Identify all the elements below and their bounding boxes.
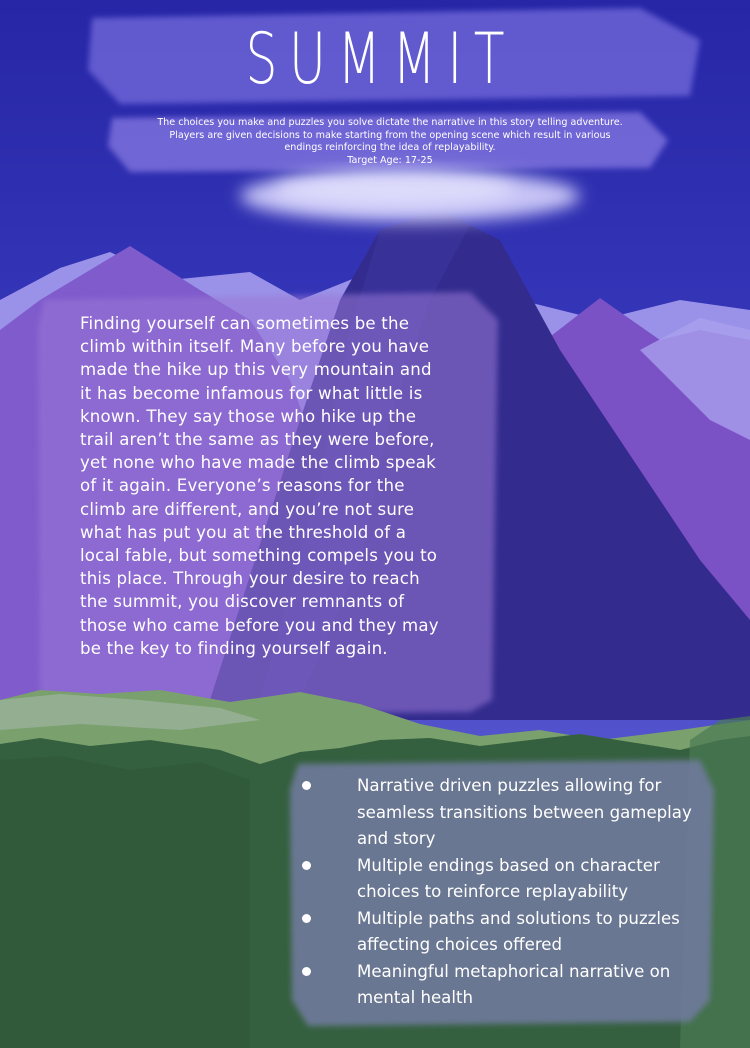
bullet-icon <box>302 967 311 976</box>
bullet-icon <box>302 781 311 790</box>
feature-item <box>0 773 720 853</box>
story-paragraph: Finding yourself can sometimes be the climb within itself. Many before you have made the hike up this very mountain and it has become infamous for what little is known. They say those who hike up the trail aren’t the same as they were before, yet none who have made the climb speak of it again. Everyone’s reasons for the climb are different, and you’re not sure what has put you at the threshold of a local fable, but something compels you to this place. Through your desire to reach the summit, you discover remnants of those who came before you and they may be the key to finding yourself again. <box>80 314 439 658</box>
bullet-icon <box>302 861 311 870</box>
bullet-icon <box>302 914 311 923</box>
feature-text: Multiple paths and solutions to puzzles affecting choices offered <box>357 908 680 954</box>
game-title: SUMMIT <box>245 18 517 100</box>
feature-text: Narrative driven puzzles allowing for seamless transitions between gameplay and story <box>357 776 692 848</box>
feature-text: Meaningful metaphorical narrative on mental health <box>357 961 671 1007</box>
blurb-text: The choices you make and puzzles you solve dictate the narrative in this story telling adventure. Players are given decisions to make starting from the opening scene which result in various endings reinforcing the idea of replayability. <box>157 117 623 153</box>
feature-item <box>0 853 720 906</box>
feature-item <box>0 906 720 959</box>
target-age: Target Age: 17-25 <box>347 154 433 166</box>
game-blurb <box>150 117 630 167</box>
feature-text: Multiple endings based on character choices to reinforce replayability <box>357 855 660 901</box>
feature-list <box>0 773 750 1012</box>
feature-item <box>0 959 720 1012</box>
